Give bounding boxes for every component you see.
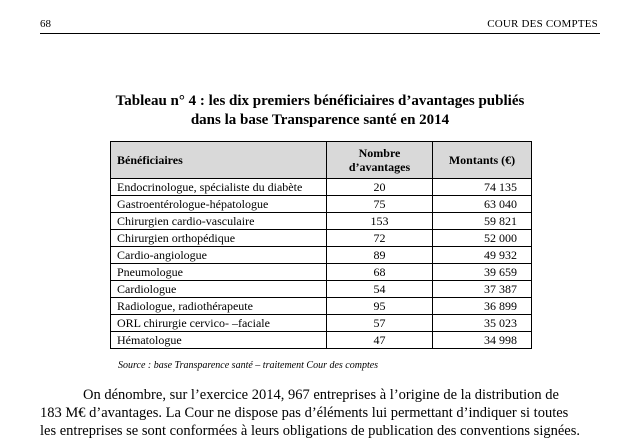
paragraph-line-1: On dénombre, sur l’exercice 2014, 967 entreprises à l’origine de la distribution de — [83, 387, 559, 403]
cell-beneficiaire: Cardiologue — [111, 281, 327, 298]
cell-nombre: 75 — [327, 196, 433, 213]
table-title-line-1: Tableau n° 4 : les dix premiers bénéficiaires d’avantages publiés — [115, 93, 525, 109]
cell-nombre: 72 — [327, 230, 433, 247]
cell-nombre: 95 — [327, 298, 433, 315]
beneficiaries-table — [110, 141, 532, 349]
running-title: COUR DES COMPTES — [487, 18, 598, 30]
table-row — [111, 298, 532, 315]
cell-nombre: 54 — [327, 281, 433, 298]
column-header-nombre — [327, 142, 433, 179]
cell-nombre: 68 — [327, 264, 433, 281]
cell-montant: 34 998 — [433, 332, 532, 349]
cell-beneficiaire: ORL chirurgie cervico- –faciale — [111, 315, 327, 332]
table-row — [111, 315, 532, 332]
table-row — [111, 213, 532, 230]
table-row — [111, 264, 532, 281]
page-header — [40, 15, 600, 34]
table-row — [111, 332, 532, 349]
cell-montant: 52 000 — [433, 230, 532, 247]
paragraph-line-3: les entreprises se sont conformées à leurs obligations de publication des conventions signées. — [40, 423, 580, 439]
table-title — [60, 92, 580, 130]
cell-montant: 63 040 — [433, 196, 532, 213]
cell-montant: 37 387 — [433, 281, 532, 298]
body-paragraph — [40, 386, 600, 440]
table-header-row — [111, 142, 532, 179]
table-title-line-2: dans la base Transparence santé en 2014 — [190, 112, 450, 128]
cell-montant: 39 659 — [433, 264, 532, 281]
paragraph-line-2: 183 M€ d’avantages. La Cour ne dispose pas d’éléments lui permettant d’indiquer si toutes — [40, 405, 569, 421]
column-header-montants: Montants (€) — [433, 142, 532, 179]
cell-montant: 35 023 — [433, 315, 532, 332]
cell-beneficiaire: Pneumologue — [111, 264, 327, 281]
cell-nombre: 47 — [327, 332, 433, 349]
column-header-beneficiaires: Bénéficiaires — [111, 142, 327, 179]
cell-nombre: 20 — [327, 179, 433, 196]
table-row — [111, 196, 532, 213]
table-row — [111, 230, 532, 247]
cell-beneficiaire: Hématologue — [111, 332, 327, 349]
table-row — [111, 281, 532, 298]
cell-montant: 59 821 — [433, 213, 532, 230]
cell-nombre: 89 — [327, 247, 433, 264]
cell-montant: 36 899 — [433, 298, 532, 315]
cell-beneficiaire: Radiologue, radiothérapeute — [111, 298, 327, 315]
column-header-nombre-line-2: d’avantages — [348, 160, 411, 174]
cell-nombre: 57 — [327, 315, 433, 332]
column-header-nombre-line-1: Nombre — [358, 146, 401, 160]
cell-nombre: 153 — [327, 213, 433, 230]
cell-beneficiaire: Chirurgien orthopédique — [111, 230, 327, 247]
cell-montant: 49 932 — [433, 247, 532, 264]
table-row — [111, 179, 532, 196]
table-source-note: Source : base Transparence santé – traitement Cour des comptes — [118, 360, 379, 371]
cell-beneficiaire: Cardio-angiologue — [111, 247, 327, 264]
cell-beneficiaire: Gastroentérologue-hépatologue — [111, 196, 327, 213]
cell-montant: 74 135 — [433, 179, 532, 196]
cell-beneficiaire: Endocrinologue, spécialiste du diabète — [111, 179, 327, 196]
cell-beneficiaire: Chirurgien cardio-vasculaire — [111, 213, 327, 230]
table-row — [111, 247, 532, 264]
page-number: 68 — [40, 18, 51, 30]
